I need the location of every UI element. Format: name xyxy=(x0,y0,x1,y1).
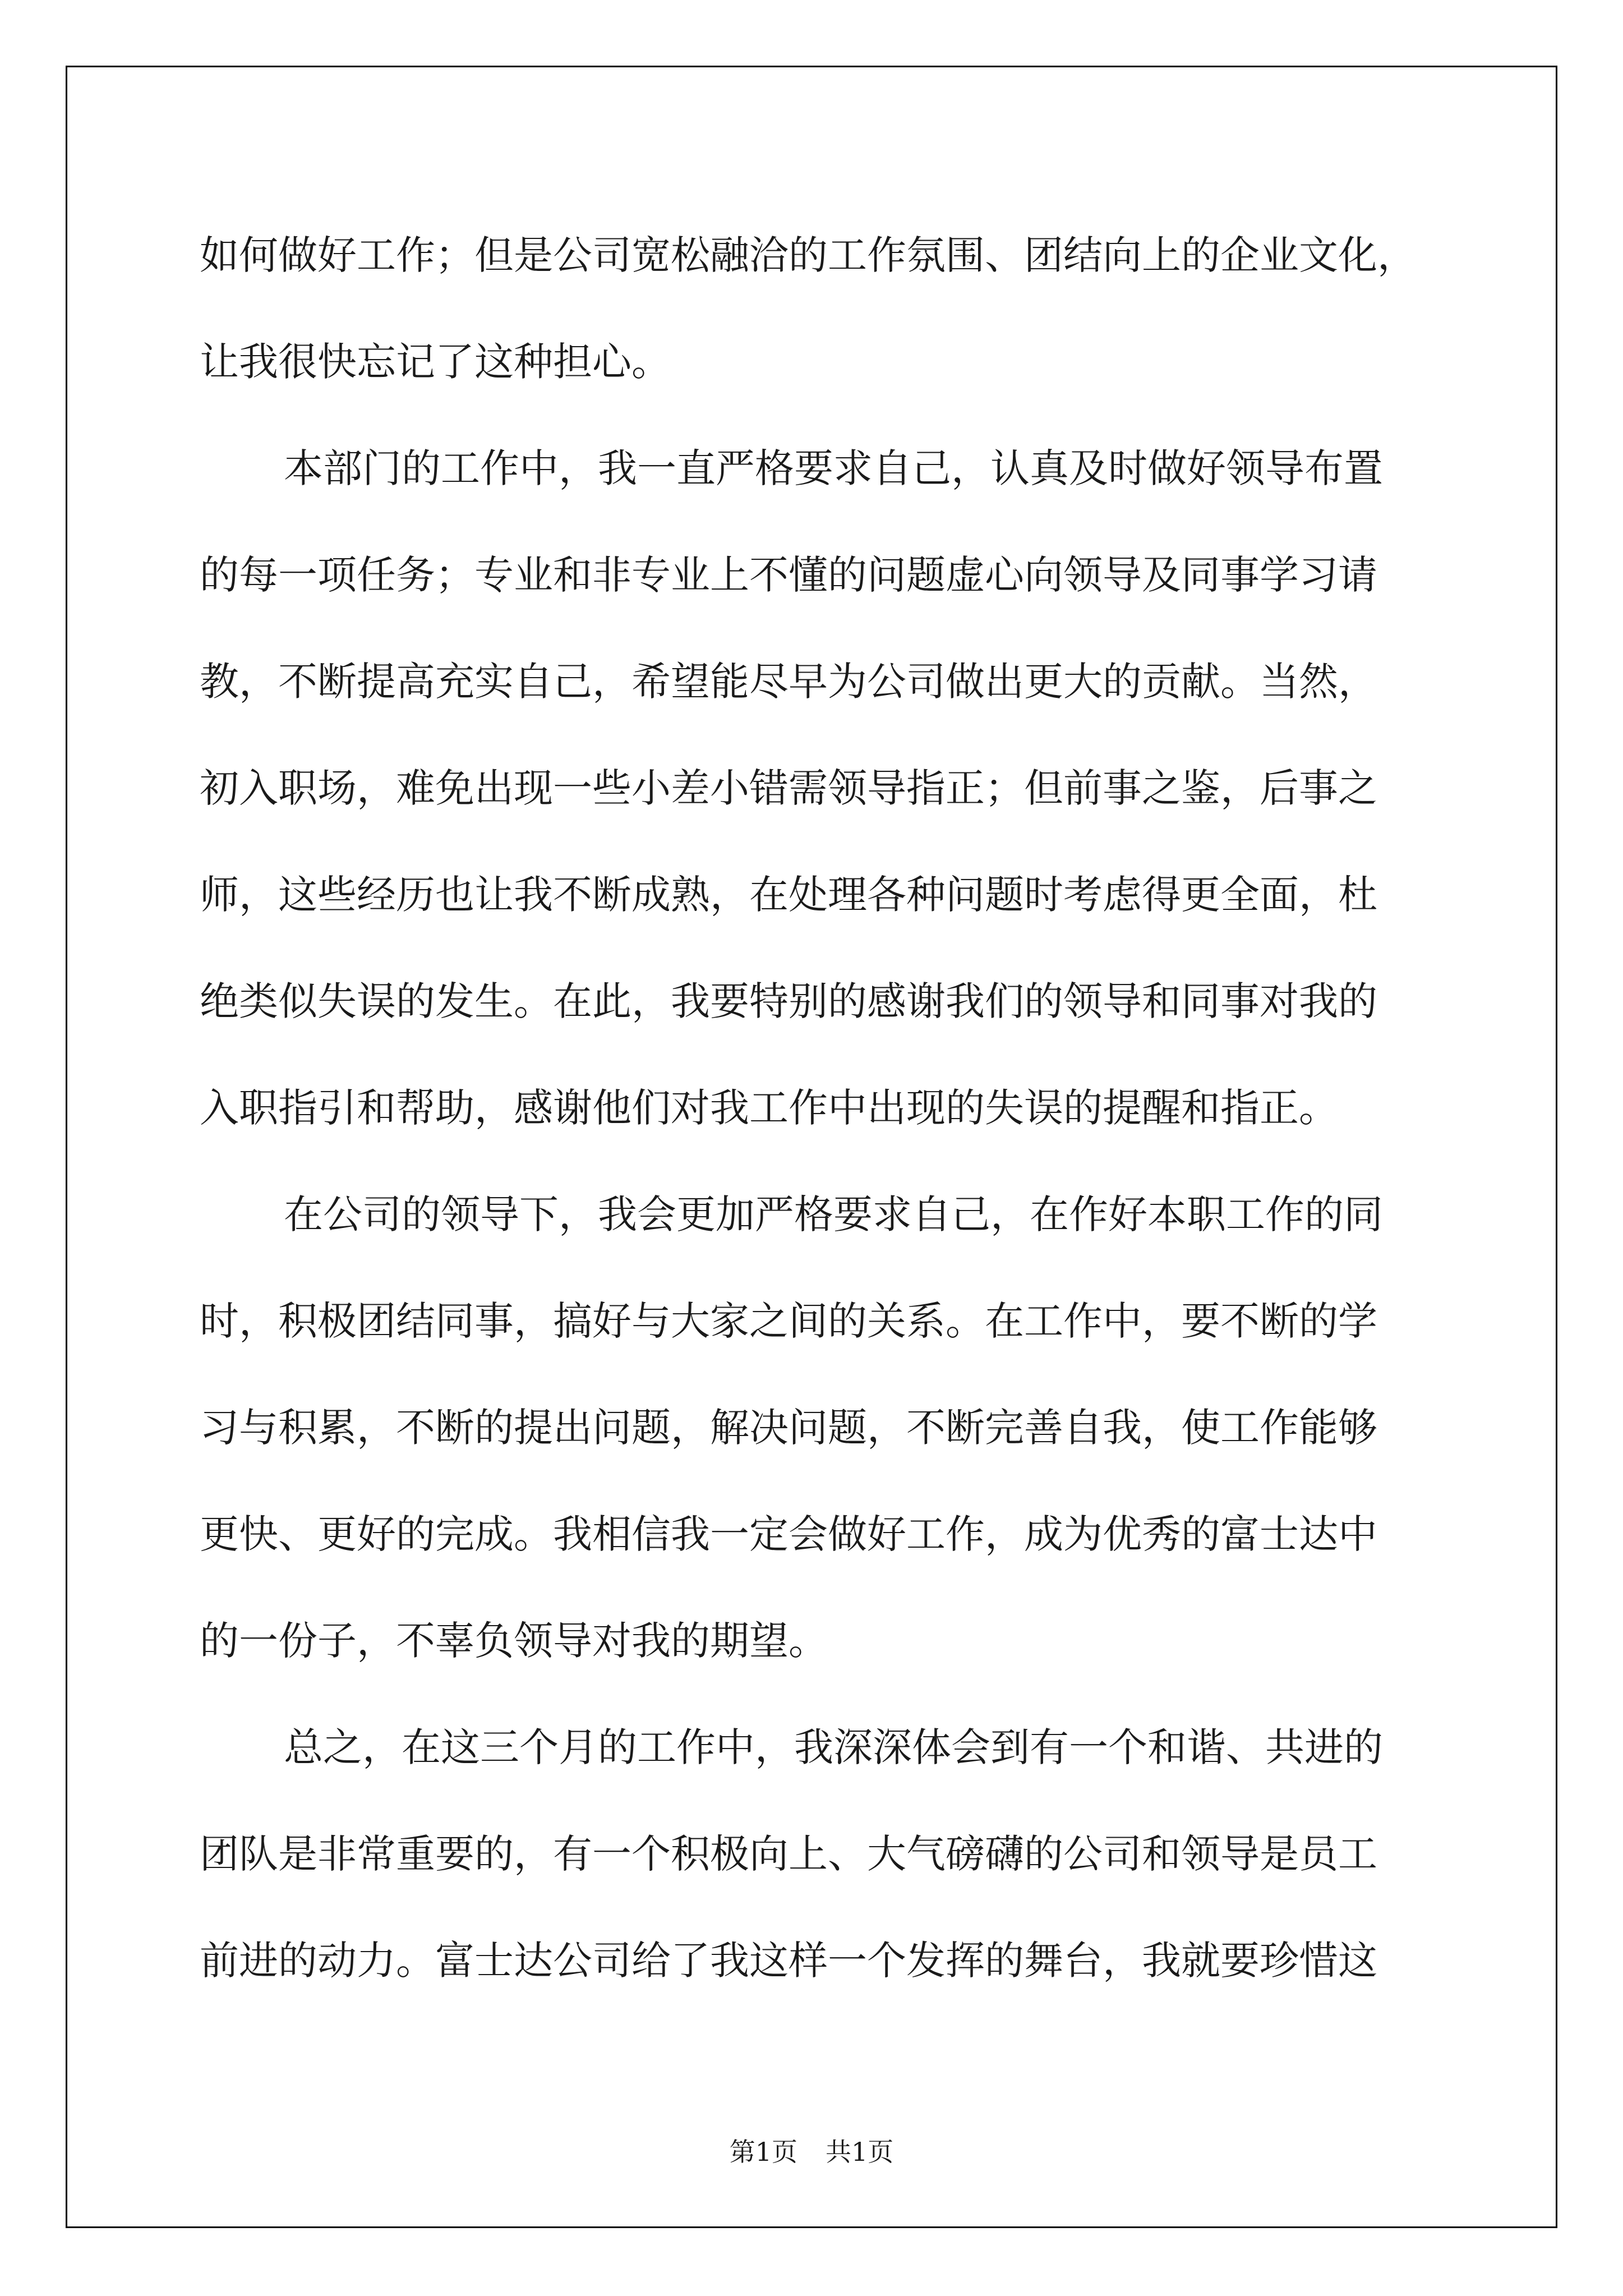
page-number-current: 第1页 xyxy=(729,2137,797,2167)
text-line: 的一份子，不辜负领导对我的期望。 xyxy=(200,1618,828,1664)
text-line: 前进的动力。富士达公司给了我这样一个发挥的舞台，我就要珍惜这 xyxy=(200,1938,1377,1984)
text-line: 团队是非常重要的，有一个积极向上、大气磅礴的公司和领导是员工 xyxy=(200,1831,1377,1877)
text-line: 习与积累，不断的提出问题，解决问题，不断完善自我，使工作能够 xyxy=(200,1405,1377,1451)
page-footer xyxy=(0,2132,1623,2169)
paragraph-start-line: 在公司的领导下，我会更加严格要求自己，在作好本职工作的同 xyxy=(284,1191,1383,1237)
text-line: 更快、更好的完成。我相信我一定会做好工作，成为优秀的富士达中 xyxy=(200,1511,1377,1557)
text-line: 的每一项任务；专业和非专业上不懂的问题虚心向领导及同事学习请 xyxy=(200,552,1377,598)
text-line: 师，这些经历也让我不断成熟，在处理各种问题时考虑得更全面，杜 xyxy=(200,872,1377,918)
text-line: 初入职场，难免出现一些小差小错需领导指正；但前事之鉴，后事之 xyxy=(200,765,1377,811)
page-number-total: 共1页 xyxy=(826,2137,894,2167)
text-line: 如何做好工作；但是公司宽松融洽的工作氛围、团结向上的企业文化， xyxy=(200,232,1417,278)
text-line: 让我很快忘记了这种担心。 xyxy=(200,339,671,385)
text-line: 绝类似失误的发生。在此，我要特别的感谢我们的领导和同事对我的 xyxy=(200,978,1377,1024)
document-body xyxy=(200,202,1433,2014)
text-line: 入职指引和帮助，感谢他们对我工作中出现的失误的提醒和指正。 xyxy=(200,1085,1338,1131)
paragraph-start-line: 总之，在这三个月的工作中，我深深体会到有一个和谐、共进的 xyxy=(284,1724,1383,1770)
paragraph-start-line: 本部门的工作中，我一直严格要求自己，认真及时做好领导布置 xyxy=(284,445,1383,491)
text-line: 教，不断提高充实自己，希望能尽早为公司做出更大的贡献。当然， xyxy=(200,659,1377,705)
text-line: 时，积极团结同事，搞好与大家之间的关系。在工作中，要不断的学 xyxy=(200,1298,1377,1344)
